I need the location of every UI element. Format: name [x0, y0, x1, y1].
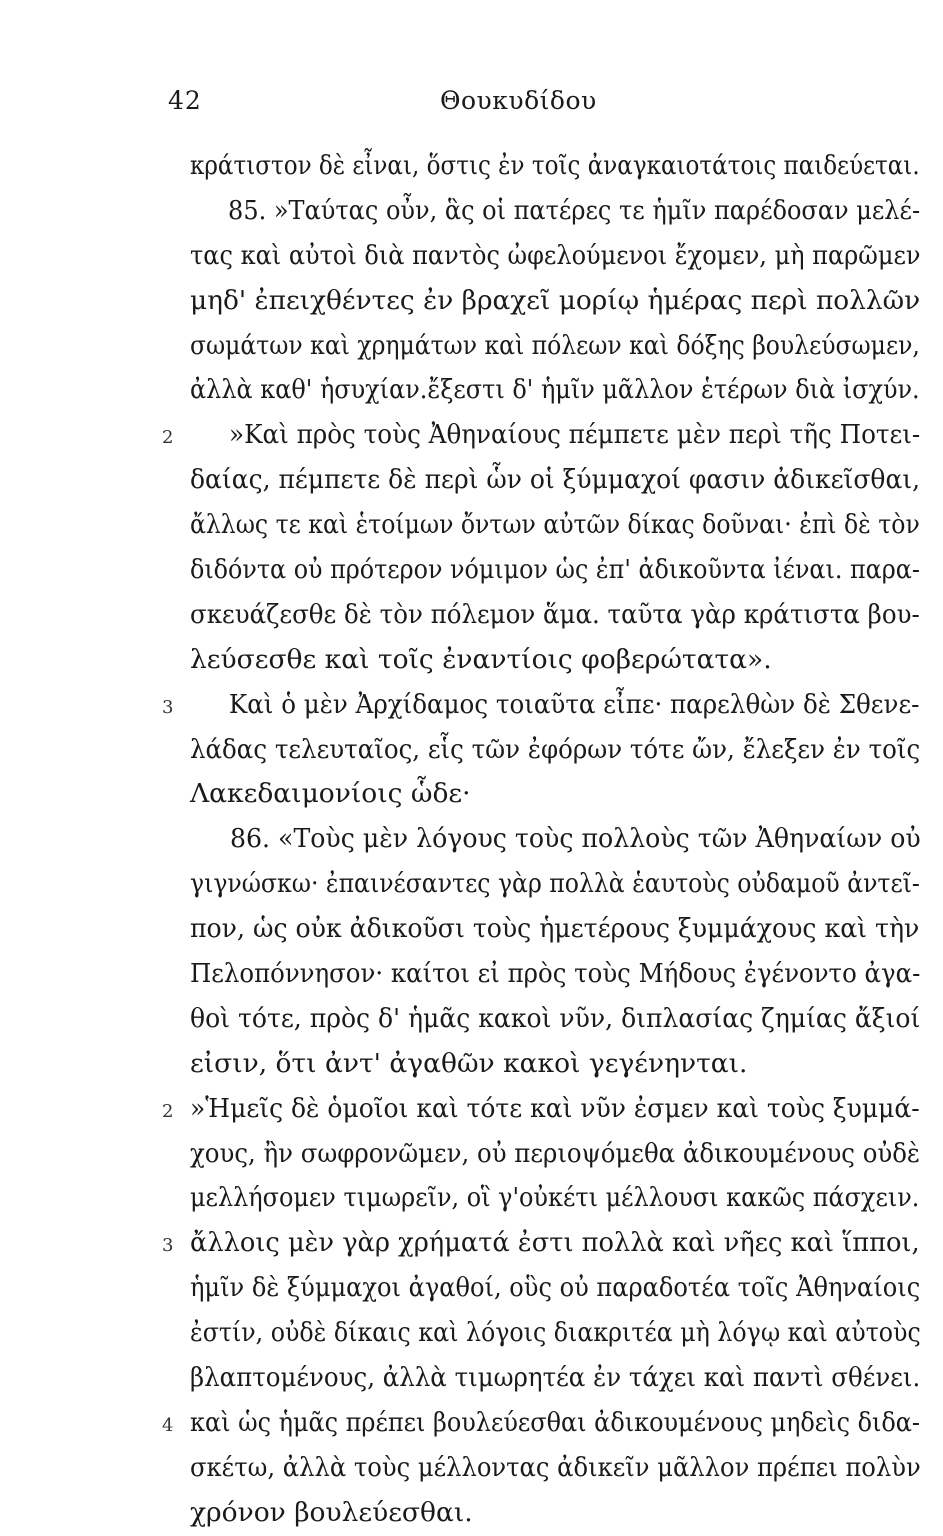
- line-text: σκευάζεσθε δὲ τὸν πόλεμον ἅμα. ταῦτα γὰρ κράτιστα βου-: [190, 598, 920, 630]
- line-text: χους, ἢν σωφρονῶμεν, οὐ περιοψόμεθα ἀδικουμένους οὐδὲ: [190, 1137, 921, 1169]
- line-text: κράτιστον δὲ εἶναι, ὅστις ἐν τοῖς ἀναγκαιοτάτοις παιδεύεται.: [190, 150, 920, 181]
- text-line: [190, 1446, 920, 1491]
- text-line: [190, 1132, 920, 1177]
- line-text: σκέτω, ἀλλὰ τοὺς μέλλοντας ἀδικεῖν μᾶλλον πρέπει πολὺν: [190, 1451, 921, 1483]
- margin-section-number: 4: [162, 1414, 174, 1436]
- text-line: [162, 1401, 921, 1446]
- line-text: »Καὶ πρὸς τοὺς Ἀθηναίους πέμπετε μὲν περὶ τῆς Ποτει-: [229, 419, 921, 451]
- line-text: ἀλλὰ καθ' ἡσυχίαν.ἔξεστι δ' ἡμῖν μᾶλλον ἑτέρων διὰ ἰσχύν.: [190, 374, 920, 406]
- text-line: [190, 503, 920, 548]
- line-text: 85. »Ταύτας οὖν, ἃς οἱ πατέρες τε ἡμῖν παρέδοσαν μελέ-: [228, 194, 921, 226]
- page-header: [0, 86, 943, 126]
- text-line: [162, 1087, 920, 1132]
- margin-section-number: 3: [162, 1235, 174, 1257]
- text-line: [190, 458, 920, 503]
- text-line: [190, 324, 920, 369]
- line-text: μηδ' ἐπειχθέντες ἐν βραχεῖ μορίῳ ἡμέρας περὶ πολλῶν: [190, 284, 921, 316]
- line-text: ἄλλοις μὲν γὰρ χρήματά ἐστι πολλὰ καὶ νῆες καὶ ἵπποι,: [190, 1227, 920, 1259]
- line-text: καὶ ὡς ἡμᾶς πρέπει βουλεύεσθαι ἀδικουμένους μηδεὶς διδα-: [190, 1406, 921, 1438]
- line-text: ἐστίν, οὐδὲ δίκαις καὶ λόγοις διακριτέα μὴ λόγῳ καὶ αὐτοὺς: [190, 1317, 921, 1349]
- line-text: μελλήσομεν τιμωρεῖν, οἳ γ'οὐκέτι μέλλουσι κακῶς πάσχειν.: [190, 1182, 920, 1214]
- line-text: ἡμῖν δὲ ξύμμαχοι ἀγαθοί, οὓς οὐ παραδοτέα τοῖς Ἀθηναίοις: [190, 1272, 921, 1304]
- running-title: Θουκυδίδου: [440, 86, 597, 115]
- margin-section-number: 2: [162, 427, 174, 449]
- page-number: 42: [168, 86, 202, 115]
- text-line: [190, 907, 920, 952]
- text-line: [162, 1221, 920, 1266]
- line-text: λεύσεσθε καὶ τοῖς ἐναντίοις φοβερώτατα».: [190, 643, 772, 675]
- text-line: [190, 189, 920, 234]
- line-text: βλαπτομένους, ἀλλὰ τιμωρητέα ἐν τάχει καὶ παντὶ σθένει.: [190, 1362, 921, 1394]
- line-text: ἄλλως τε καὶ ἑτοίμων ὄντων αὐτῶν δίκας δοῦναι· ἐπὶ δὲ τὸν: [190, 509, 920, 541]
- text-line: [190, 817, 920, 862]
- line-text: θοὶ τότε, πρὸς δ' ἡμᾶς κακοὶ νῦν, διπλασίας ζημίας ἄξιοί: [190, 1002, 921, 1034]
- text-line: [190, 1356, 920, 1401]
- line-text: »Ἡμεῖς δὲ ὁμοῖοι καὶ τότε καὶ νῦν ἐσμεν καὶ τοὺς ξυμμά-: [190, 1092, 920, 1124]
- line-text: τας καὶ αὐτοὶ διὰ παντὸς ὠφελούμενοι ἔχομεν, μὴ παρῶμεν: [190, 239, 921, 271]
- line-text: γιγνώσκω· ἐπαινέσαντες γὰρ πολλὰ ἑαυτοὺς οὐδαμοῦ ἀντεῖ-: [190, 868, 920, 900]
- text-line: [190, 144, 920, 189]
- line-text: λάδας τελευταῖος, εἷς τῶν ἐφόρων τότε ὤν, ἔλεξεν ἐν τοῖς: [190, 733, 921, 765]
- line-text: Πελοπόννησον· καίτοι εἰ πρὸς τοὺς Μήδους ἐγένοντο ἀγα-: [190, 958, 921, 990]
- text-line: [190, 1176, 920, 1221]
- text-line: [190, 1311, 920, 1356]
- text-line: [190, 772, 920, 817]
- line-text: Λακεδαιμονίοις ὧδε·: [190, 778, 471, 810]
- text-line: [190, 638, 920, 683]
- text-line: [190, 997, 920, 1042]
- line-text: 86. «Τοὺς μὲν λόγους τοὺς πολλοὺς τῶν Ἀθηναίων οὐ: [229, 823, 921, 855]
- text-line: [162, 683, 920, 728]
- text-line: [190, 1491, 920, 1536]
- text-line: [190, 548, 920, 593]
- text-line: [190, 1042, 920, 1087]
- line-text: δαίας, πέμπετε δὲ περὶ ὧν οἱ ξύμμαχοί φασιν ἀδικεῖσθαι,: [190, 464, 921, 496]
- text-line: [190, 952, 920, 997]
- text-line: [190, 728, 920, 773]
- text-line: [190, 368, 920, 413]
- margin-section-number: 2: [162, 1100, 174, 1122]
- text-line: [162, 413, 921, 458]
- line-text: εἰσιν, ὅτι ἀντ' ἀγαθῶν κακοὶ γεγένηνται.: [190, 1047, 748, 1079]
- body-text: [162, 144, 921, 1536]
- margin-section-number: 3: [162, 696, 174, 718]
- line-text: Καὶ ὁ μὲν Ἀρχίδαμος τοιαῦτα εἶπε· παρελθὼν δὲ Σθενε-: [228, 688, 920, 720]
- text-line: [190, 279, 920, 324]
- text-line: [190, 234, 920, 279]
- line-text: χρόνον βουλεύεσθαι.: [190, 1496, 473, 1528]
- line-text: σωμάτων καὶ χρημάτων καὶ πόλεων καὶ δόξης βουλεύσωμεν,: [190, 329, 920, 361]
- line-text: πον, ὡς οὐκ ἀδικοῦσι τοὺς ἡμετέρους ξυμμάχους καὶ τὴν: [190, 913, 920, 945]
- text-line: [190, 1266, 920, 1311]
- line-text: διδόντα οὐ πρότερον νόμιμον ὡς ἐπ' ἀδικοῦντα ἰέναι. παρα-: [190, 554, 920, 586]
- text-line: [190, 593, 920, 638]
- text-line: [190, 862, 920, 907]
